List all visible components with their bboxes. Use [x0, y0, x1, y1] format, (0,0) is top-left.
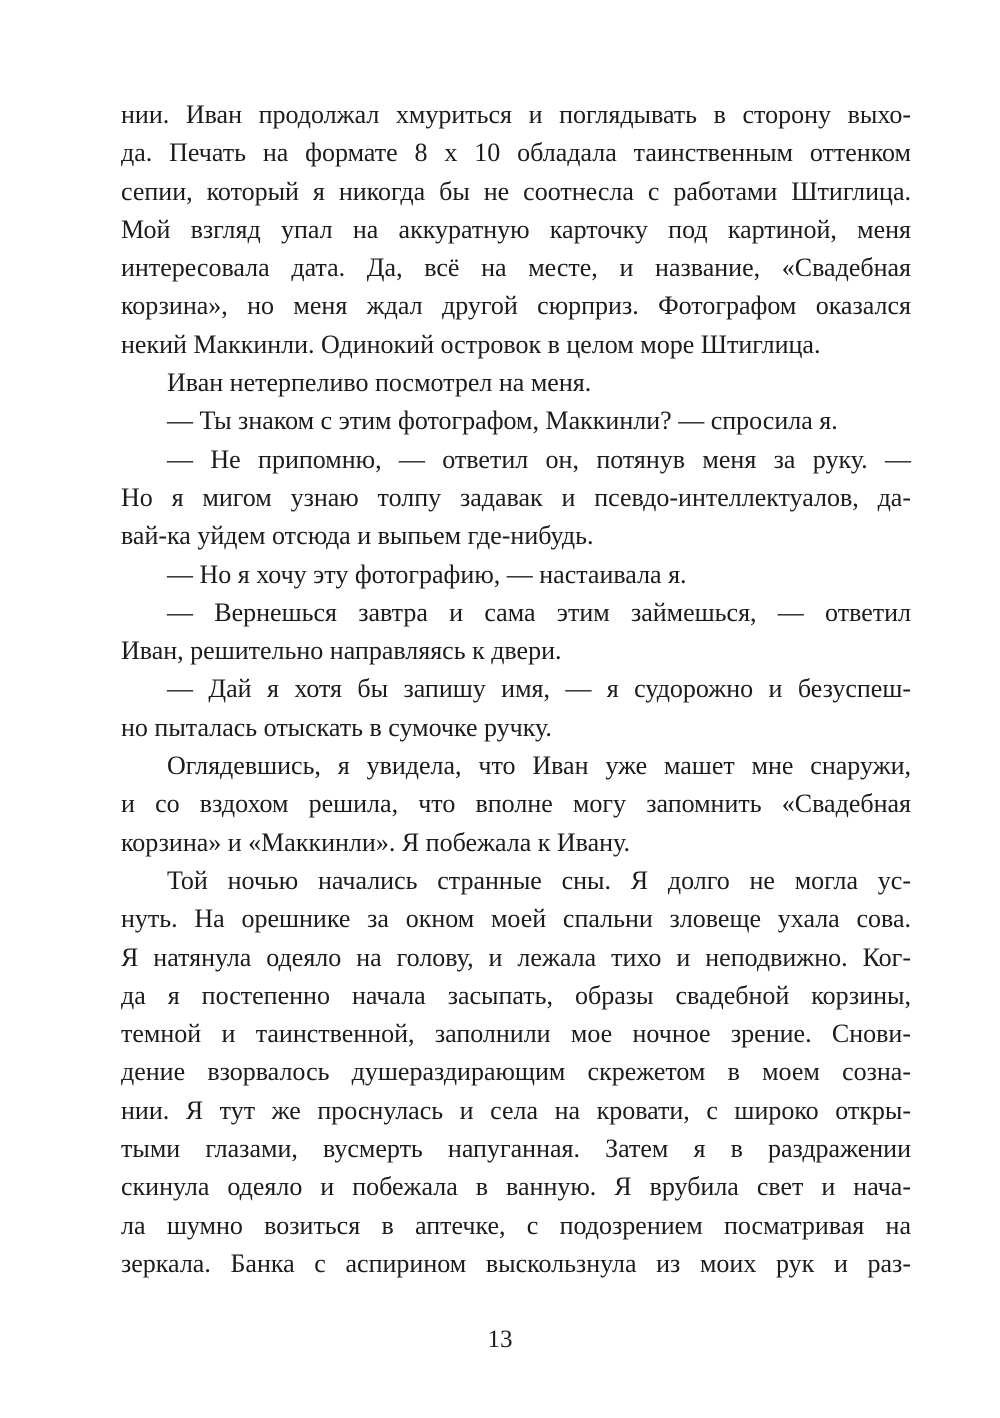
text-line: Иван нетерпеливо посмотрел на меня. — [167, 368, 592, 398]
text-line: вай-ка уйдем отсюда и выпьем где-нибудь. — [121, 521, 594, 551]
text-line: тыми глазами, вусмерть напуганная. Затем я в раздражении — [121, 1134, 911, 1164]
text-line: интересовала дата. Да, всё на месте, и название, «Свадебная — [121, 253, 911, 283]
page-number: 13 — [487, 1326, 513, 1353]
text-line: нуть. На орешнике за окном моей спальни зловеще ухала сова. — [121, 904, 911, 934]
text-line: да я постепенно начала засыпать, образы свадебной корзины, — [121, 980, 911, 1010]
text-line: корзина», но меня ждал другой сюрприз. Фотографом оказался — [121, 291, 911, 321]
text-line: Иван, решительно направляясь к двери. — [121, 636, 562, 666]
text-line: нии. Я тут же проснулась и села на кровати, с широко откры- — [121, 1095, 911, 1125]
text-line: Я натянула одеяло на голову, и лежала тихо и неподвижно. Ког- — [121, 942, 911, 972]
text-line: — Не припомню, — ответил он, потянув меня за руку. — — [167, 444, 911, 474]
text-line: корзина» и «Маккинли». Я побежала к Ивану. — [121, 827, 630, 857]
text-line: сепии, который я никогда бы не соотнесла с работами Штиглица. — [121, 176, 911, 206]
text-line: темной и таинственной, заполнили мое ночное зрение. Снови- — [121, 1019, 911, 1049]
text-line: Мой взгляд упал на аккуратную карточку под картиной, меня — [121, 214, 911, 244]
text-line: некий Маккинли. Одинокий островок в целом море Штиглица. — [121, 329, 821, 359]
text-line: Той ночью начались странные сны. Я долго не могла ус- — [167, 865, 911, 895]
text-line: нии. Иван продолжал хмуриться и поглядывать в сторону выхо- — [121, 100, 911, 129]
text-line: — Но я хочу эту фотографию, — настаивала я. — [167, 559, 687, 589]
text-line: — Дай я хотя бы запишу имя, — я судорожно и безуспеш- — [167, 674, 911, 704]
text-line: ла шумно возиться в аптечке, с подозрением посматривая на — [121, 1210, 911, 1240]
text-line: скинула одеяло и побежала в ванную. Я врубила свет и нача- — [121, 1172, 911, 1202]
body-text — [121, 96, 911, 1283]
text-line: дение взорвалось душераздирающим скрежетом в моем созна- — [121, 1057, 911, 1087]
text-line: — Вернешься завтра и сама этим займешься, — ответил — [167, 597, 911, 627]
text-line: Но я мигом узнаю толпу задавак и псевдо-интеллектуалов, да- — [121, 482, 911, 512]
text-line: зеркала. Банка с аспирином выскользнула из моих рук и раз- — [121, 1248, 911, 1278]
text-line: но пыталась отыскать в сумочке ручку. — [121, 712, 552, 742]
text-line: да. Печать на формате 8 x 10 обладала таинственным оттенком — [121, 138, 911, 168]
text-line: Оглядевшись, я увидела, что Иван уже машет мне снаружи, — [167, 751, 911, 781]
text-line: и со вздохом решила, что вполне могу запомнить «Свадебная — [121, 789, 911, 819]
text-line: — Ты знаком с этим фотографом, Маккинли? — спросила я. — [167, 406, 838, 436]
